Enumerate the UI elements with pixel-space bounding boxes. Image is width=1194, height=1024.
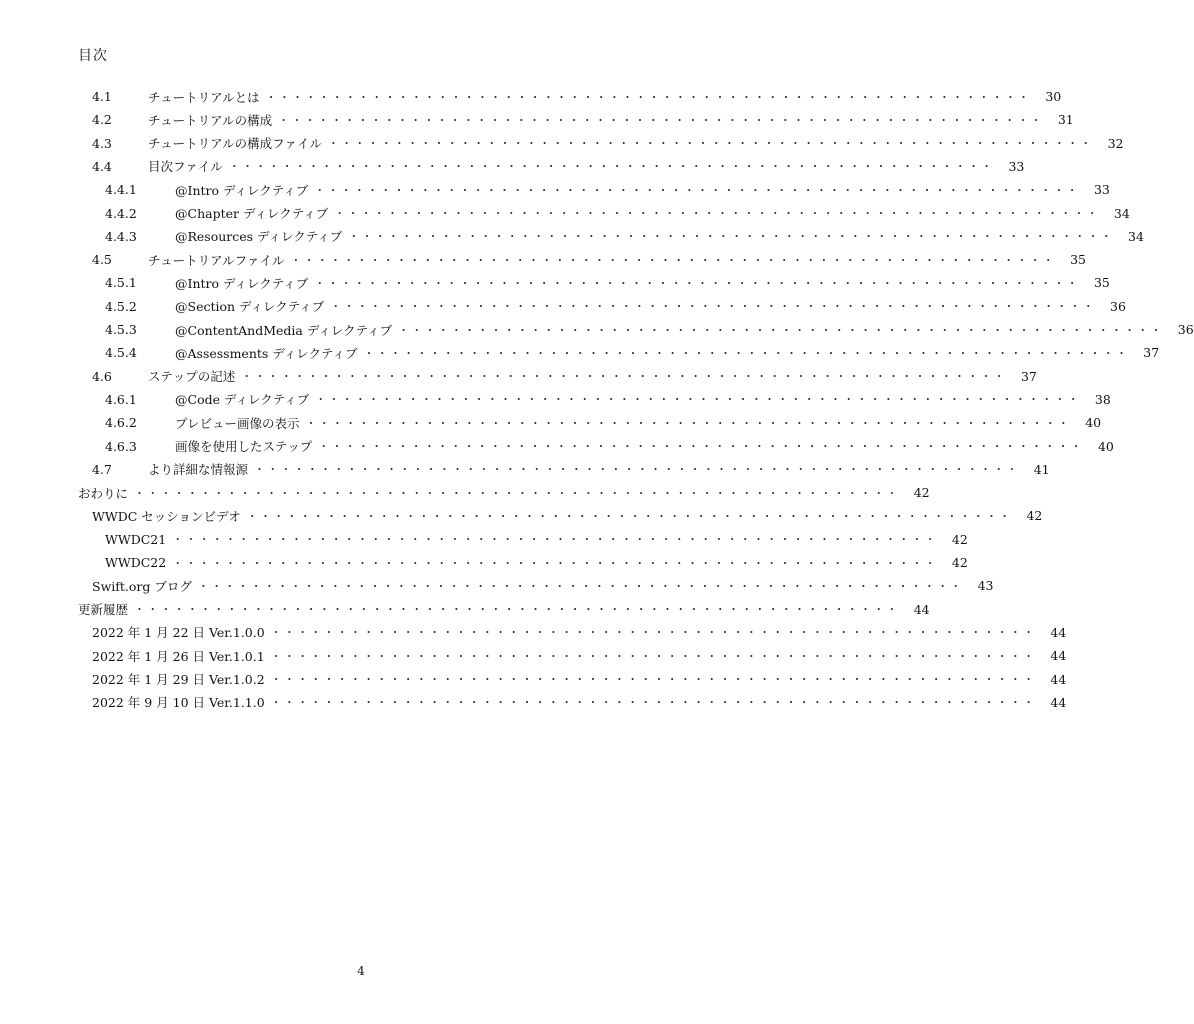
toc-entry[interactable] <box>105 551 968 574</box>
toc-dot-leader: ・・・・・・・・・・・・・・・・・・・・・・・・・・・・・・・・・・・・・・・・・・・・・・・・・・・・・・・・・・ <box>314 276 1080 290</box>
toc-entry[interactable] <box>105 295 1126 318</box>
toc-entry-number: 4.5.2 <box>105 298 137 314</box>
toc-entry-page: 44 <box>1050 624 1067 640</box>
toc-entry[interactable] <box>92 248 1086 271</box>
toc-entry-title: チュートリアルの構成ファイル <box>148 136 322 152</box>
toc-entry-title: WWDC セッションビデオ <box>92 508 241 524</box>
toc-dot-leader: ・・・・・・・・・・・・・・・・・・・・・・・・・・・・・・・・・・・・・・・・・・・・・・・・・・・・・・・・・・ <box>265 90 1032 104</box>
toc-entry-page: 40 <box>1085 415 1102 431</box>
toc-entry-title: 画像を使用したステップ <box>175 439 313 454</box>
toc-dot-leader: ・・・・・・・・・・・・・・・・・・・・・・・・・・・・・・・・・・・・・・・・・・・・・・・・・・・・・・・・・・ <box>363 346 1130 360</box>
toc-entry-title: 2022 年 1 月 22 日 Ver.1.0.0 <box>92 625 265 641</box>
toc-entry-page: 38 <box>1094 391 1111 407</box>
toc-entry-number: 4.5.4 <box>105 345 137 361</box>
toc-dot-leader: ・・・・・・・・・・・・・・・・・・・・・・・・・・・・・・・・・・・・・・・・・・・・・・・・・・・・・・・・・・ <box>197 579 964 593</box>
toc-entry-number: 4.5 <box>92 252 112 268</box>
toc-entry-title: Swift.org ブログ <box>92 578 192 594</box>
toc-entry-number: 4.6 <box>92 368 112 384</box>
toc-dot-leader: ・・・・・・・・・・・・・・・・・・・・・・・・・・・・・・・・・・・・・・・・・・・・・・・・・・・・・・・・・・ <box>318 440 1084 453</box>
toc-entry-page: 40 <box>1097 438 1114 454</box>
toc-entry-number: 4.7 <box>92 461 112 477</box>
toc-entry-page: 31 <box>1057 112 1074 128</box>
toc-entry[interactable] <box>92 691 1067 714</box>
toc-entry-page: 42 <box>951 555 968 570</box>
toc-dot-leader: ・・・・・・・・・・・・・・・・・・・・・・・・・・・・・・・・・・・・・・・・・・・・・・・・・・・・・・・・・・ <box>270 673 1037 686</box>
toc-dot-leader: ・・・・・・・・・・・・・・・・・・・・・・・・・・・・・・・・・・・・・・・・・・・・・・・・・・・・・・・・・・ <box>254 463 1020 477</box>
toc-entry-page: 34 <box>1128 228 1144 244</box>
toc-entry-number: 4.4.1 <box>105 182 137 198</box>
toc-entry-page: 44 <box>1050 671 1067 687</box>
toc-entry-page: 41 <box>1033 461 1050 477</box>
toc-dot-leader: ・・・・・・・・・・・・・・・・・・・・・・・・・・・・・・・・・・・・・・・・・・・・・・・・・・・・・・・・・・ <box>172 556 938 570</box>
toc-entry-title: プレビュー画像の表示 <box>175 415 300 431</box>
toc-dot-leader: ・・・・・・・・・・・・・・・・・・・・・・・・・・・・・・・・・・・・・・・・・・・・・・・・・・・・・・・・・・ <box>327 137 1094 151</box>
toc-entry-number: 4.5.3 <box>105 322 137 337</box>
toc-entry-page: 43 <box>977 578 994 594</box>
toc-entry[interactable] <box>92 85 1062 108</box>
toc-dot-leader: ・・・・・・・・・・・・・・・・・・・・・・・・・・・・・・・・・・・・・・・・・・・・・・・・・・・・・・・・・・ <box>241 370 1007 384</box>
toc-dot-leader: ・・・・・・・・・・・・・・・・・・・・・・・・・・・・・・・・・・・・・・・・・・・・・・・・・・・・・・・・・・ <box>348 230 1114 244</box>
toc-entry[interactable] <box>105 435 1114 458</box>
toc-entry-title: @ContentAndMedia ディレクティブ <box>175 322 393 338</box>
toc-entry-page: 44 <box>913 601 930 617</box>
toc-entry-title: チュートリアルファイル <box>148 252 285 268</box>
toc-entry-title: @Intro ディレクティブ <box>175 182 309 198</box>
toc-entry-title: @Assessments ディレクティブ <box>175 345 358 361</box>
toc-dot-leader: ・・・・・・・・・・・・・・・・・・・・・・・・・・・・・・・・・・・・・・・・・・・・・・・・・・・・・・・・・・ <box>305 416 1072 430</box>
toc-entry[interactable] <box>105 341 1160 364</box>
page-number: 4 <box>357 964 365 978</box>
toc-entry-number: 4.6.1 <box>105 391 137 407</box>
toc-entry-title: WWDC21 <box>105 531 167 547</box>
toc-entry-number: 4.6.2 <box>105 415 137 431</box>
toc-entry[interactable] <box>92 644 1067 667</box>
toc-entry-page: 42 <box>913 485 930 501</box>
toc-entry[interactable] <box>105 411 1102 434</box>
toc-entry[interactable] <box>92 668 1067 691</box>
toc-entry-page: 36 <box>1110 298 1126 314</box>
toc-entry[interactable] <box>92 504 1043 527</box>
toc-entry[interactable] <box>92 365 1037 388</box>
toc-entry-title: 2022 年 9 月 10 日 Ver.1.1.0 <box>92 695 265 711</box>
toc-entry-title: @Resources ディレクティブ <box>175 229 343 245</box>
toc-entry[interactable] <box>92 155 1025 178</box>
toc-entry[interactable] <box>78 598 930 621</box>
toc-entry-title: 2022 年 1 月 26 日 Ver.1.0.1 <box>92 648 265 664</box>
toc-entry-title: @Code ディレクティブ <box>175 392 310 408</box>
toc-dot-leader: ・・・・・・・・・・・・・・・・・・・・・・・・・・・・・・・・・・・・・・・・・・・・・・・・・・・・・・・・・・ <box>330 300 1096 314</box>
toc-entry-number: 4.4.2 <box>105 205 137 221</box>
toc-entry-number: 4.1 <box>92 89 112 104</box>
toc-entry-page: 33 <box>1008 158 1025 174</box>
toc-entry-page: 37 <box>1020 368 1037 384</box>
toc-entry[interactable] <box>105 318 1194 341</box>
toc-entry-title: より詳細な情報源 <box>148 462 249 478</box>
toc-entry[interactable] <box>105 225 1144 248</box>
toc-entry[interactable] <box>92 108 1074 131</box>
toc-entry[interactable] <box>105 178 1110 201</box>
toc-dot-leader: ・・・・・・・・・・・・・・・・・・・・・・・・・・・・・・・・・・・・・・・・・・・・・・・・・・・・・・・・・・ <box>270 649 1037 663</box>
toc-entry-number: 4.4.3 <box>105 228 137 244</box>
toc-entry-title: 2022 年 1 月 29 日 Ver.1.0.2 <box>92 672 265 687</box>
toc-entry-title: @Intro ディレクティブ <box>175 275 309 291</box>
toc-entry[interactable] <box>92 132 1124 155</box>
toc-entry-title: @Section ディレクティブ <box>175 299 325 315</box>
toc-entry[interactable] <box>105 271 1110 294</box>
toc-entry-page: 34 <box>1113 205 1130 221</box>
toc-dot-leader: ・・・・・・・・・・・・・・・・・・・・・・・・・・・・・・・・・・・・・・・・・・・・・・・・・・・・・・・・・・ <box>270 626 1037 640</box>
toc-entry[interactable] <box>92 574 994 597</box>
toc-entry[interactable] <box>78 481 930 504</box>
toc-entry-title: ステップの記述 <box>148 369 236 385</box>
toc-dot-leader: ・・・・・・・・・・・・・・・・・・・・・・・・・・・・・・・・・・・・・・・・・・・・・・・・・・・・・・・・・・ <box>278 113 1044 127</box>
toc-dot-leader: ・・・・・・・・・・・・・・・・・・・・・・・・・・・・・・・・・・・・・・・・・・・・・・・・・・・・・・・・・・ <box>228 160 995 174</box>
toc-dot-leader: ・・・・・・・・・・・・・・・・・・・・・・・・・・・・・・・・・・・・・・・・・・・・・・・・・・・・・・・・・・ <box>246 509 1013 523</box>
toc-entry-title: 目次ファイル <box>148 159 223 175</box>
toc-entry-title: おわりに <box>78 485 129 501</box>
toc-dot-leader: ・・・・・・・・・・・・・・・・・・・・・・・・・・・・・・・・・・・・・・・・・・・・・・・・・・・・・・・・・・ <box>172 533 938 547</box>
toc-dot-leader: ・・・・・・・・・・・・・・・・・・・・・・・・・・・・・・・・・・・・・・・・・・・・・・・・・・・・・・・・・・ <box>270 696 1037 710</box>
toc-heading: 目次 <box>78 48 108 64</box>
toc-dot-leader: ・・・・・・・・・・・・・・・・・・・・・・・・・・・・・・・・・・・・・・・・・・・・・・・・・・・・・・・・・・ <box>314 183 1080 197</box>
toc-entry-page: 42 <box>951 531 968 547</box>
toc-entry-title: 更新履歴 <box>78 602 129 618</box>
toc-entry[interactable] <box>105 202 1130 225</box>
toc-entry-number: 4.6.3 <box>105 438 137 454</box>
toc-entry[interactable] <box>105 388 1111 411</box>
toc-entry-title: @Chapter ディレクティブ <box>175 206 329 221</box>
toc-entry-page: 33 <box>1093 182 1110 198</box>
toc-dot-leader: ・・・・・・・・・・・・・・・・・・・・・・・・・・・・・・・・・・・・・・・・・・・・・・・・・・・・・・・・・・ <box>134 603 900 617</box>
toc-entry-title: チュートリアルの構成 <box>148 112 273 128</box>
toc-entry[interactable] <box>105 528 968 551</box>
toc-dot-leader: ・・・・・・・・・・・・・・・・・・・・・・・・・・・・・・・・・・・・・・・・・・・・・・・・・・・・・・・・・・ <box>334 207 1100 220</box>
toc-entry-page: 44 <box>1050 648 1067 664</box>
toc-entry-page: 35 <box>1070 252 1086 268</box>
toc-dot-leader: ・・・・・・・・・・・・・・・・・・・・・・・・・・・・・・・・・・・・・・・・・・・・・・・・・・・・・・・・・・ <box>134 486 900 500</box>
toc-entry-number: 4.5.1 <box>105 275 137 291</box>
toc-entry-page: 36 <box>1177 322 1194 337</box>
toc-entry-page: 35 <box>1093 275 1110 291</box>
toc-entry-title: チュートリアルとは <box>148 89 260 105</box>
toc-entry-page: 44 <box>1050 694 1067 710</box>
toc-dot-leader: ・・・・・・・・・・・・・・・・・・・・・・・・・・・・・・・・・・・・・・・・・・・・・・・・・・・・・・・・・・ <box>290 253 1056 267</box>
toc-entry-page: 42 <box>1026 508 1043 524</box>
toc-entry[interactable] <box>92 458 1050 481</box>
toc-entry-number: 4.2 <box>92 112 112 128</box>
toc-entry-number: 4.3 <box>92 135 112 151</box>
toc-dot-leader: ・・・・・・・・・・・・・・・・・・・・・・・・・・・・・・・・・・・・・・・・・・・・・・・・・・・・・・・・・・ <box>315 393 1081 407</box>
toc-entry-title: WWDC22 <box>105 555 167 570</box>
toc-entry[interactable] <box>92 621 1067 644</box>
toc-dot-leader: ・・・・・・・・・・・・・・・・・・・・・・・・・・・・・・・・・・・・・・・・・・・・・・・・・・・・・・・・・・ <box>398 323 1164 337</box>
toc-entry-page: 37 <box>1143 345 1160 361</box>
toc-entry-page: 32 <box>1107 135 1124 151</box>
toc-entry-page: 30 <box>1045 89 1062 104</box>
toc-entry-number: 4.4 <box>92 158 112 174</box>
